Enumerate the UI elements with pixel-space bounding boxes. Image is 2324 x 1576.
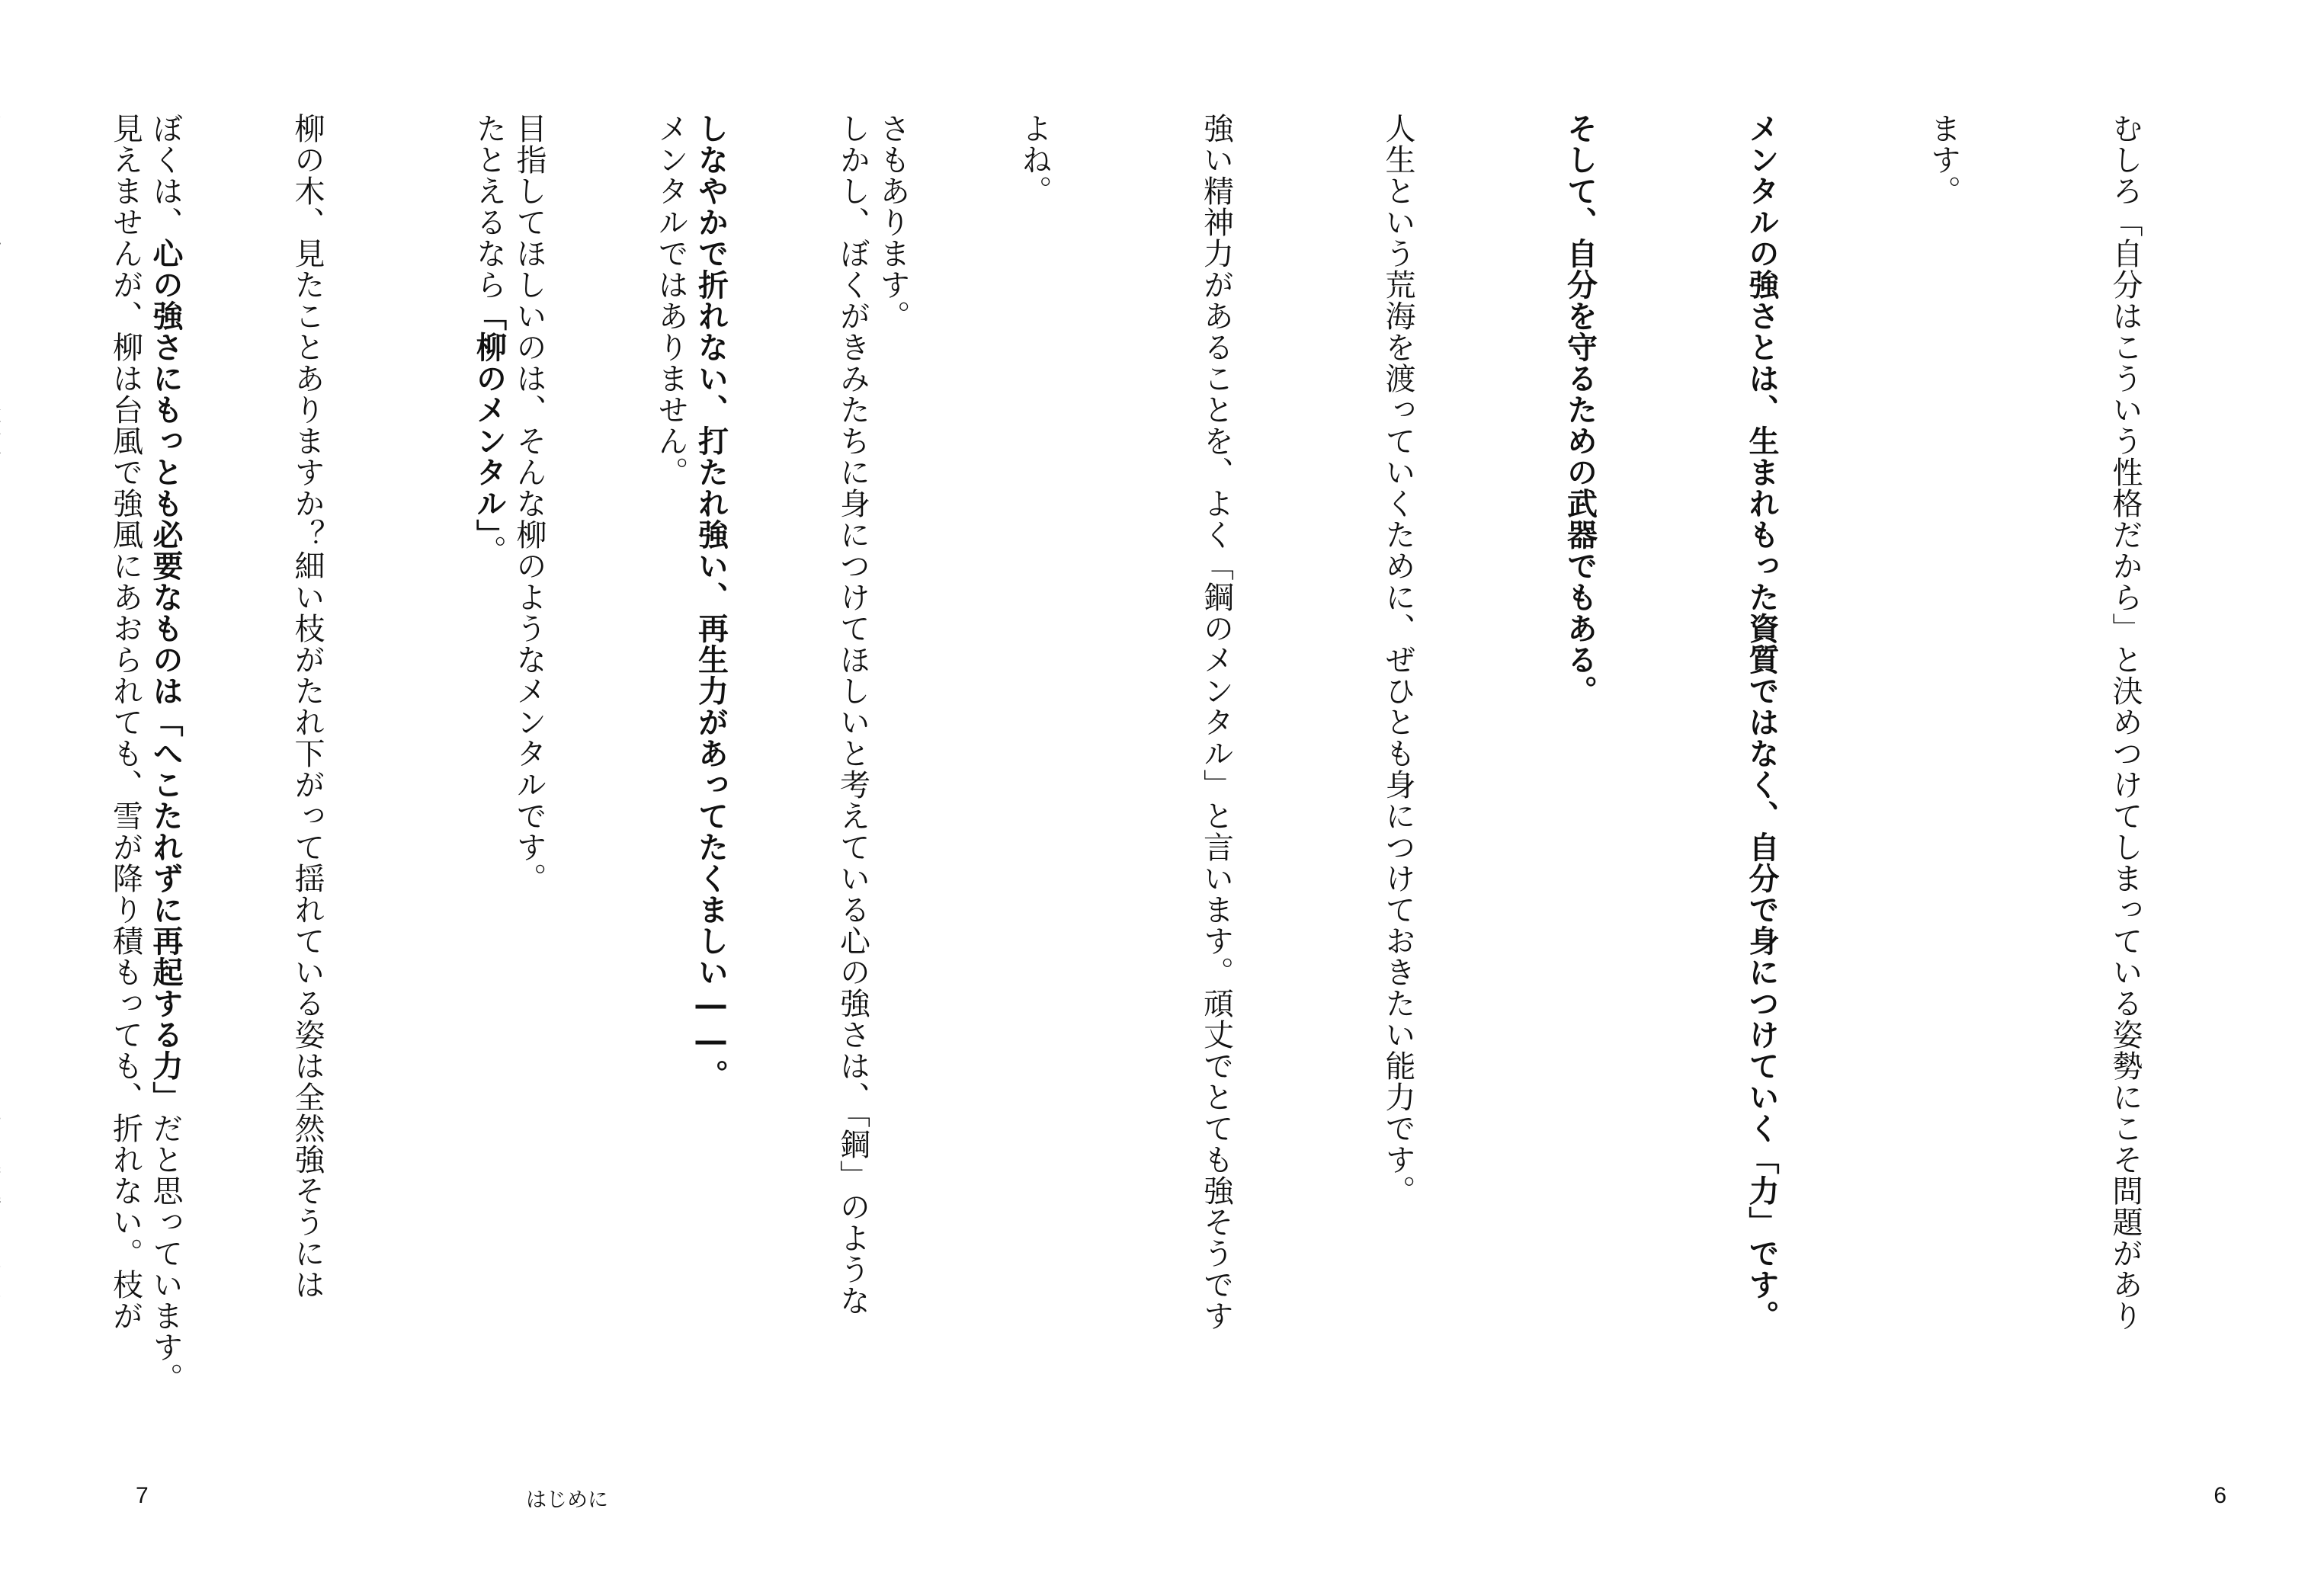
right-line-6: 強い精神力があることを、よく「鋼のメンタル」と言います。頑丈でとても強そうです	[1198, 113, 1234, 1331]
right-line-11: 柳の木、見たことありますか？細い枝がたれ下がって揺れている姿は全然強そうには	[290, 113, 325, 1300]
left-line-5-text: ぼくは、心の強さにもっとも必要なものは「へこたれずに再起する力」だと思っています。	[148, 113, 183, 1394]
right-line-12: 見えませんが、柳は台風で強風にあおられても、雪が降り積もっても、折れない。枝が	[107, 113, 143, 1331]
left-line-3: 目指してほしいのは、そんな柳のようなメンタルです。	[511, 113, 547, 894]
right-line-9: メンタルではありません。	[653, 113, 688, 488]
right-line-10-text: たとえるなら「柳のメンタル」。	[471, 113, 507, 566]
page-number-left: 7	[136, 1483, 149, 1508]
right-line-7: よね。	[1017, 113, 1052, 207]
right-line-2: ます。	[1925, 113, 1961, 207]
right-line-10	[458, 113, 519, 1454]
willow-mental-emphasis: 「柳のメンタル」	[471, 300, 507, 535]
running-head: はじめに	[526, 1488, 608, 1511]
left-line-2-bold: しなやかで折れない、打たれ強い、再生力があってたくましい――。	[693, 113, 729, 1091]
right-line-8: しかし、ぼくがきみたちに身につけてほしいと考えている心の強さは、「鋼」のような	[835, 113, 870, 1316]
right-line-3-bold: メンタルの強さとは、生まれもった資質ではなく、自分で身につけていく「力」です。	[1744, 113, 1779, 1331]
right-line-4-bold: そして、自分を守るための武器でもある。	[1562, 113, 1598, 706]
right-line-5: 人生という荒海を渡っていくために、ぜひとも身につけておきたい能力です。	[1380, 113, 1415, 1206]
left-line-1: さもあります。	[875, 113, 910, 332]
resilience-emphasis: 心の強さにもっとも必要なものは「へこたれずに再起する力」	[148, 238, 183, 1113]
right-line-1: むしろ「自分はこういう性格だから」と決めつけてしまっている姿勢にこそ問題があり	[2108, 113, 2143, 1331]
page-number-right: 6	[2213, 1483, 2226, 1508]
